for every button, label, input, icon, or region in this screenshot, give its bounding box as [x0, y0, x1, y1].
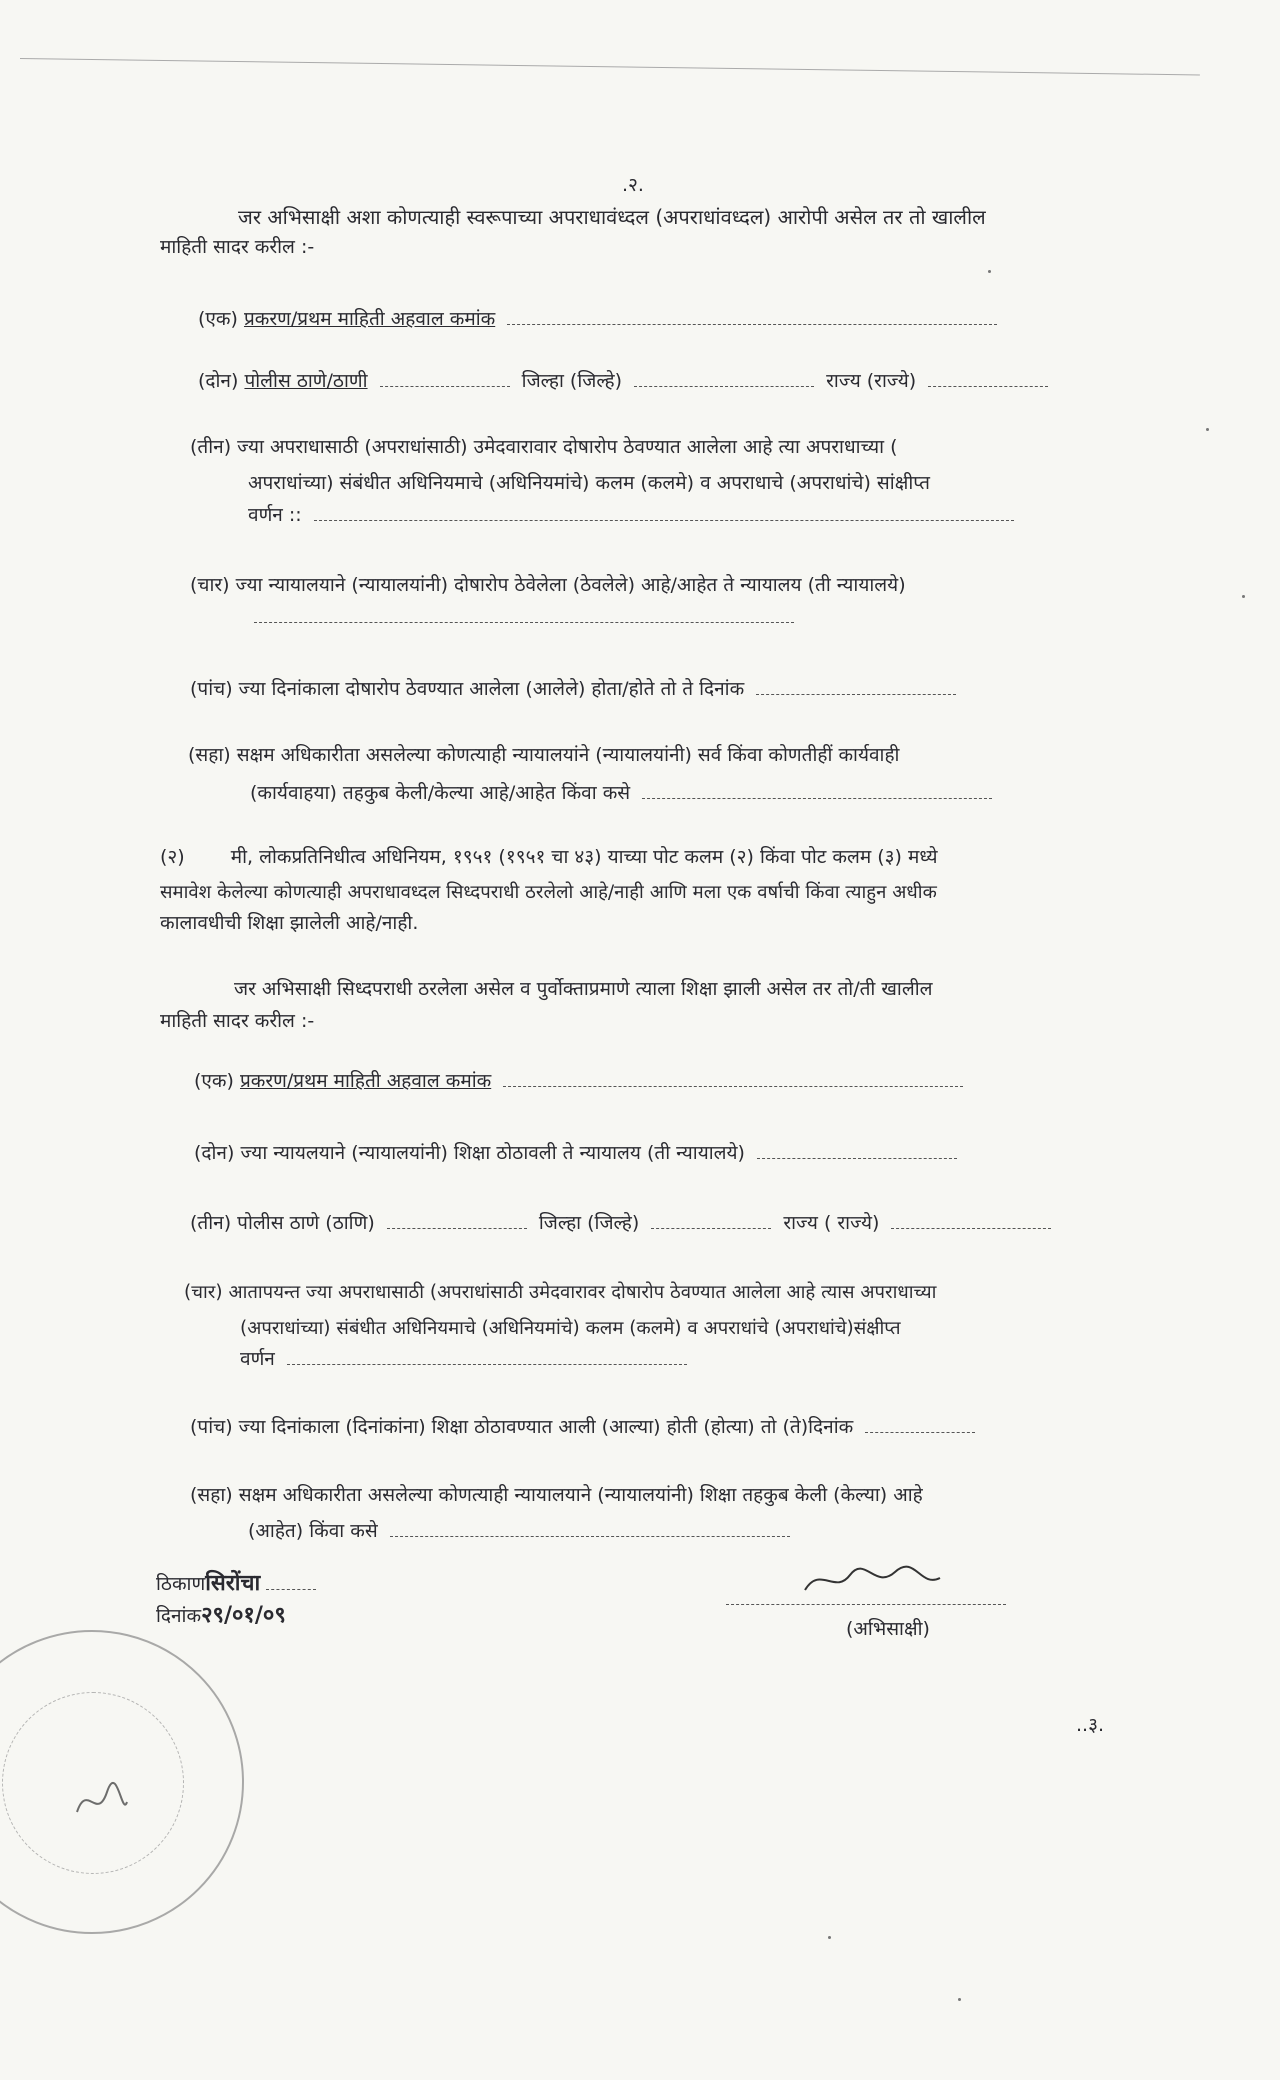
s1-item5-text: ज्या दिनांकाला दोषारोप ठेवण्यात आलेला (आलेले) होता/होते तो ते दिनांक [238, 678, 745, 700]
s2-item1 [194, 1064, 969, 1098]
s2-item3-station-blank [387, 1212, 527, 1229]
s2-item5 [190, 1410, 981, 1444]
s2-item6-text1: सक्षम अधिकारीता असलेल्या कोणत्याही न्यायालयाने (न्यायालयांनी) शिक्षा तहकुब केली (केल्या) आहे [238, 1484, 923, 1506]
s2-item6-num: (सहा) [190, 1484, 233, 1506]
next-page-number: ..३. [1076, 1714, 1104, 1736]
top-border-line [20, 58, 1200, 75]
s1-item2 [198, 364, 1054, 398]
s2-line2: समावेश केलेल्या कोणत्याही अपराधावध्दल सिध्दपराधी ठरलेलो आहे/नाही आणि मला एक वर्षाची किंवा त्याहुन अधीक [160, 882, 937, 903]
s1-item2-district-blank [634, 370, 814, 387]
s1-item6-text2: (कार्यवाहया) तहकुब केली/केल्या आहे/आहेत किंवा कसे [250, 782, 631, 804]
s1-item6-blank [642, 782, 992, 799]
s1-item1 [198, 302, 1003, 336]
s2-item3-district-blank [651, 1212, 771, 1229]
s1-item6-num: (सहा) [188, 744, 231, 766]
s1-item5 [190, 672, 962, 706]
deponent-label: (अभिसाक्षी) [846, 1618, 930, 1640]
s2-item1-num: (एक) [194, 1070, 234, 1092]
s2-item3-district: जिल्हा (जिल्हे) [538, 1212, 640, 1234]
s1-item3-line2: अपराधांच्या) संबंधीत अधिनियमाचे (अधिनियमांचे) कलम (कलमे) व अपराधाचे (अपराधांचे) सांक्षीप्त [248, 472, 930, 494]
s1-item4-text: ज्या न्यायालयाने (न्यायालयांनी) दोषारोप ठेवेलेला (ठेवलेले) आहे/आहेत ते न्यायालय (ती न्यायालये) [235, 574, 906, 596]
s2-item5-num: (पांच) [190, 1416, 233, 1438]
s1-item2-station-blank [380, 370, 510, 387]
date-value: २९/०१/०९ [201, 1602, 286, 1628]
s1-item4-num: (चार) [190, 574, 230, 596]
s2-item4-line2: (अपराधांच्या) संबंधीत अधिनियमाचे (अधिनियमांचे) कलम (कलमे) व अपराधांचे (अपराधांचे)संक्षीप्त [240, 1318, 901, 1339]
s2-item5-text: ज्या दिनांकाला (दिनांकांना) शिक्षा ठोठावण्यात आली (आल्या) होती (होत्या) तो (ते)दिनांक [238, 1416, 854, 1438]
s2-item6-blank [390, 1520, 790, 1537]
s2-item2-blank [757, 1142, 957, 1159]
section1-intro-line1: जर अभिसाक्षी अशा कोणत्याही स्वरूपाच्या अपराधावंध्दल (अपराधांवध्दल) आरोपी असेल तर तो खालील [238, 205, 986, 229]
speck [1242, 595, 1245, 598]
s2-item3 [190, 1206, 1057, 1240]
s1-item2-state-blank [928, 370, 1048, 387]
official-stamp [0, 1630, 244, 1934]
s2-item1-blank [503, 1070, 963, 1087]
s2-item2-text: ज्या न्यायलयाने (न्यायालयांनी) शिक्षा ठोठावली ते न्यायालय (ती न्यायालये) [240, 1142, 745, 1164]
s1-item1-text: प्रकरण/प्रथम माहिती अहवाल कमांक [243, 308, 496, 330]
s2-item4-num: (चार) [184, 1282, 223, 1303]
s2-item4-text1: आतापयन्त ज्या अपराधासाठी (अपराधांसाठी उमेदवारावर दोषारोप ठेवण्यात आलेला आहे त्यास अपराधाच्या [228, 1282, 937, 1303]
s1-item4-blank [254, 606, 794, 623]
s2-item3-station: पोलीस ठाणे (ठाणि) [237, 1212, 375, 1234]
s2-item1-text: प्रकरण/प्रथम माहिती अहवाल कमांक [239, 1070, 492, 1092]
s1-item4-blank-line [248, 600, 800, 634]
section1-intro-line2: माहिती सादर करील :- [160, 236, 315, 258]
s2-item5-blank [865, 1416, 975, 1433]
s1-item3-num: (तीन) [190, 436, 232, 458]
place-blank [266, 1573, 316, 1590]
s2-line1 [160, 840, 938, 874]
place-value: सिरोंचा [205, 1570, 261, 1596]
s1-item3-text3: वर्णन :: [248, 504, 302, 526]
s2-item6-line2 [248, 1514, 796, 1548]
s2-item4-text3: वर्णन [240, 1348, 275, 1370]
s2-num: (२) [160, 846, 185, 868]
s1-item3-blank [314, 504, 1014, 521]
s2-item2-num: (दोन) [194, 1142, 235, 1164]
s1-item2-district: जिल्हा (जिल्हे) [521, 370, 623, 392]
s1-item2-state: राज्य (राज्ये) [826, 370, 917, 392]
s1-item6-text1: सक्षम अधिकारीता असलेल्या कोणत्याही न्यायालयांने (न्यायालयांनी) सर्व किंवा कोणतीहीं कार्यवाही [236, 744, 900, 766]
s2-text1: मी, लोकप्रतिनिधीत्व अधिनियम, १९५१ (१९५१ चा ४३) याच्या पोट कलम (२) किंवा पोट कलम (३) मध्ये [230, 846, 938, 868]
signature-line [726, 1588, 1006, 1605]
s1-item5-num: (पांच) [190, 678, 233, 700]
s2-item4-line1 [184, 1276, 936, 1310]
page-number: .२. [622, 174, 644, 196]
s1-item3-line3 [248, 498, 1020, 532]
s1-item2-station: पोलीस ठाणे/ठाणी [244, 370, 368, 392]
s2-item6-line1 [190, 1478, 923, 1512]
s1-item5-blank [756, 678, 956, 695]
s1-item1-blank [507, 308, 997, 325]
date-row [156, 1598, 286, 1633]
s1-item6-line1 [188, 738, 899, 772]
s2-line3: कालावधीची शिक्षा झालेली आहे/नाही. [160, 912, 419, 934]
stamp-signature-mark [72, 1772, 132, 1832]
speck [988, 270, 991, 273]
s1-item6-line2 [250, 776, 998, 810]
place-row [156, 1566, 322, 1601]
s1-item2-num: (दोन) [198, 370, 239, 392]
s1-item3-text1: ज्या अपराधासाठी (अपराधांसाठी) उमेदवारावार दोषारोप ठेवण्यात आलेला आहे त्या अपराधाच्या ( [237, 436, 898, 458]
date-label: दिनांक [156, 1605, 202, 1627]
speck [958, 1998, 961, 2001]
speck [828, 1936, 831, 1939]
s2-item3-num: (तीन) [190, 1212, 232, 1234]
s2-item2 [194, 1136, 963, 1170]
signature-line-row [720, 1582, 1012, 1616]
s2-item4-line3 [240, 1342, 693, 1376]
s2-item6-text2: (आहेत) किंवा कसे [248, 1520, 378, 1542]
s1-item3-line1 [190, 430, 898, 464]
place-label: ठिकाण [156, 1573, 206, 1595]
s1-item1-num: (एक) [198, 308, 238, 330]
s2-item3-state: राज्य ( राज्ये) [783, 1212, 880, 1234]
speck [1206, 428, 1209, 431]
s1-item4 [190, 568, 906, 602]
s2-intro-line2: माहिती सादर करील :- [160, 1010, 315, 1032]
s2-intro-line1: जर अभिसाक्षी सिध्दपराधी ठरलेला असेल व पुर्वोक्ताप्रमाणे त्याला शिक्षा झाली असेल तर तो/ती खालील [234, 978, 933, 1000]
s2-item4-blank [287, 1348, 687, 1365]
s2-item3-state-blank [891, 1212, 1051, 1229]
